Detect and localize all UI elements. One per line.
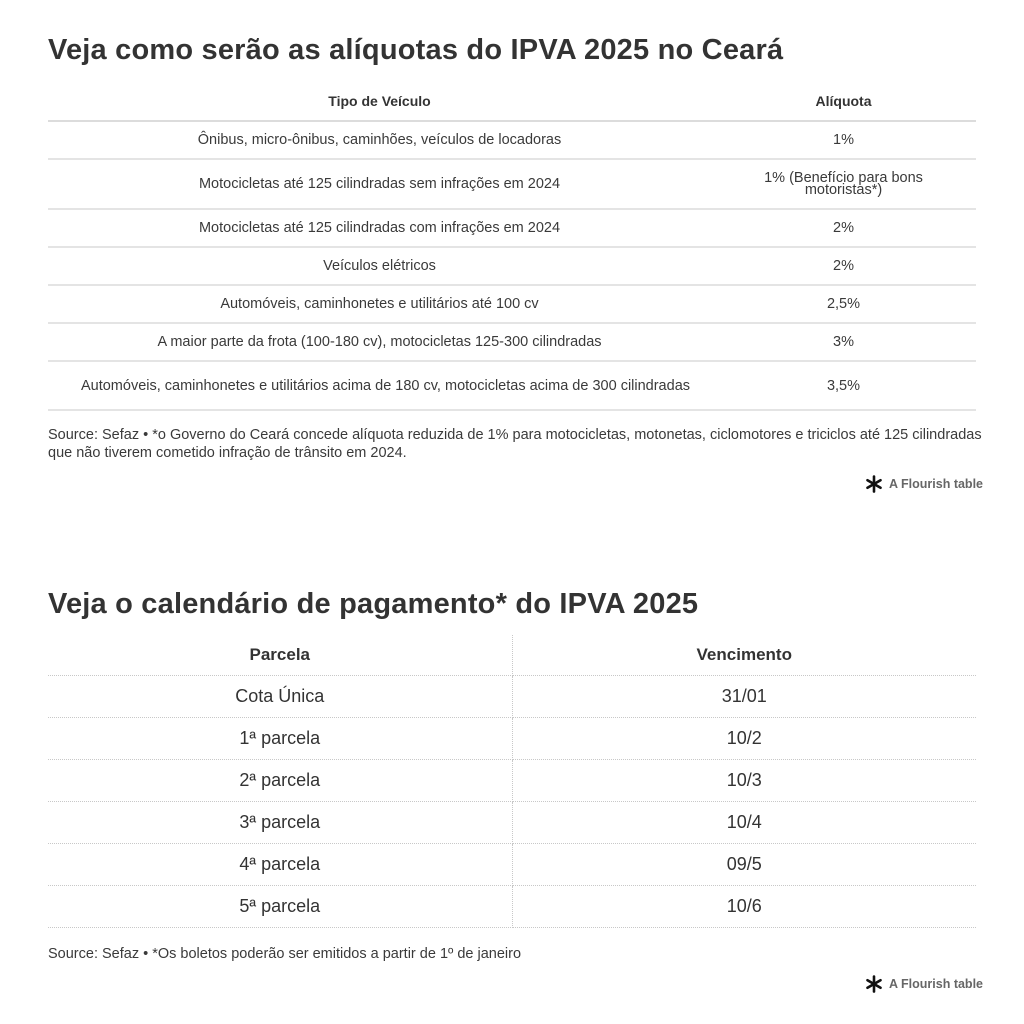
column-header-parcela[interactable]: Parcela bbox=[48, 635, 512, 676]
calendario-table bbox=[48, 635, 976, 928]
cell-parcela: 5ª parcela bbox=[48, 886, 512, 928]
calendario-table-wrap bbox=[48, 635, 976, 928]
cell-aliquota: 1% (Benefício para bons motoristas*) bbox=[711, 159, 976, 209]
table-row bbox=[48, 760, 976, 802]
table-row bbox=[48, 718, 976, 760]
table-row bbox=[48, 121, 976, 159]
table-row bbox=[48, 247, 976, 285]
cell-tipo: A maior parte da frota (100-180 cv), motocicletas 125-300 cilindradas bbox=[48, 323, 711, 361]
cell-parcela: 2ª parcela bbox=[48, 760, 512, 802]
cell-tipo: Automóveis, caminhonetes e utilitários até 100 cv bbox=[48, 285, 711, 323]
column-header-vencimento[interactable]: Vencimento bbox=[512, 635, 976, 676]
table-row bbox=[48, 285, 976, 323]
column-header-tipo[interactable]: Tipo de Veículo bbox=[48, 82, 711, 121]
table-row bbox=[48, 802, 976, 844]
cell-tipo: Motocicletas até 125 cilindradas com infrações em 2024 bbox=[48, 209, 711, 247]
cell-parcela: 1ª parcela bbox=[48, 718, 512, 760]
aliquotas-section bbox=[48, 34, 976, 67]
cell-vencimento: 31/01 bbox=[512, 676, 976, 718]
cell-aliquota: 3,5% bbox=[711, 361, 976, 410]
flourish-credit-label: A Flourish table bbox=[889, 477, 983, 491]
flourish-credit-link[interactable] bbox=[864, 975, 983, 993]
cell-tipo: Ônibus, micro-ônibus, caminhões, veículos de locadoras bbox=[48, 121, 711, 159]
aliquotas-source-note: Source: Sefaz • *o Governo do Ceará concede alíquota reduzida de 1% para motocicletas, motonetas, ciclomotores e triciclos até 125 cilindradas que não tiverem cometido infração de trânsito em 2024. bbox=[48, 427, 982, 461]
cell-vencimento: 10/2 bbox=[512, 718, 976, 760]
cell-aliquota: 2,5% bbox=[711, 285, 976, 323]
table-row bbox=[48, 886, 976, 928]
cell-parcela: 3ª parcela bbox=[48, 802, 512, 844]
table-row bbox=[48, 323, 976, 361]
column-header-aliquota[interactable]: Alíquota bbox=[711, 82, 976, 121]
cell-aliquota: 3% bbox=[711, 323, 976, 361]
table-header-row bbox=[48, 635, 976, 676]
cell-tipo: Veículos elétricos bbox=[48, 247, 711, 285]
flourish-credit-label: A Flourish table bbox=[889, 977, 983, 991]
table-row bbox=[48, 844, 976, 886]
cell-tipo: Motocicletas até 125 cilindradas sem infrações em 2024 bbox=[48, 159, 711, 209]
calendario-title: Veja o calendário de pagamento* do IPVA 2025 bbox=[48, 588, 699, 620]
cell-parcela: Cota Única bbox=[48, 676, 512, 718]
flourish-credit-link[interactable] bbox=[864, 475, 983, 493]
calendario-source-note: Source: Sefaz • *Os boletos poderão ser emitidos a partir de 1º de janeiro bbox=[48, 946, 522, 962]
table-row bbox=[48, 361, 976, 410]
aliquotas-table-wrap bbox=[48, 82, 976, 411]
cell-vencimento: 09/5 bbox=[512, 844, 976, 886]
cell-vencimento: 10/6 bbox=[512, 886, 976, 928]
table-row bbox=[48, 209, 976, 247]
cell-vencimento: 10/4 bbox=[512, 802, 976, 844]
cell-aliquota: 1% bbox=[711, 121, 976, 159]
cell-tipo: Automóveis, caminhonetes e utilitários acima de 180 cv, motocicletas acima de 300 cilindradas bbox=[48, 361, 711, 410]
cell-parcela: 4ª parcela bbox=[48, 844, 512, 886]
cell-aliquota: 2% bbox=[711, 209, 976, 247]
table-row bbox=[48, 159, 976, 209]
calendario-section bbox=[48, 588, 976, 621]
flourish-asterisk-icon bbox=[864, 475, 884, 493]
flourish-asterisk-icon bbox=[864, 975, 884, 993]
aliquotas-title: Veja como serão as alíquotas do IPVA 2025 no Ceará bbox=[48, 34, 784, 66]
table-header-row bbox=[48, 82, 976, 121]
cell-vencimento: 10/3 bbox=[512, 760, 976, 802]
aliquotas-table bbox=[48, 82, 976, 411]
table-row bbox=[48, 676, 976, 718]
cell-aliquota: 2% bbox=[711, 247, 976, 285]
